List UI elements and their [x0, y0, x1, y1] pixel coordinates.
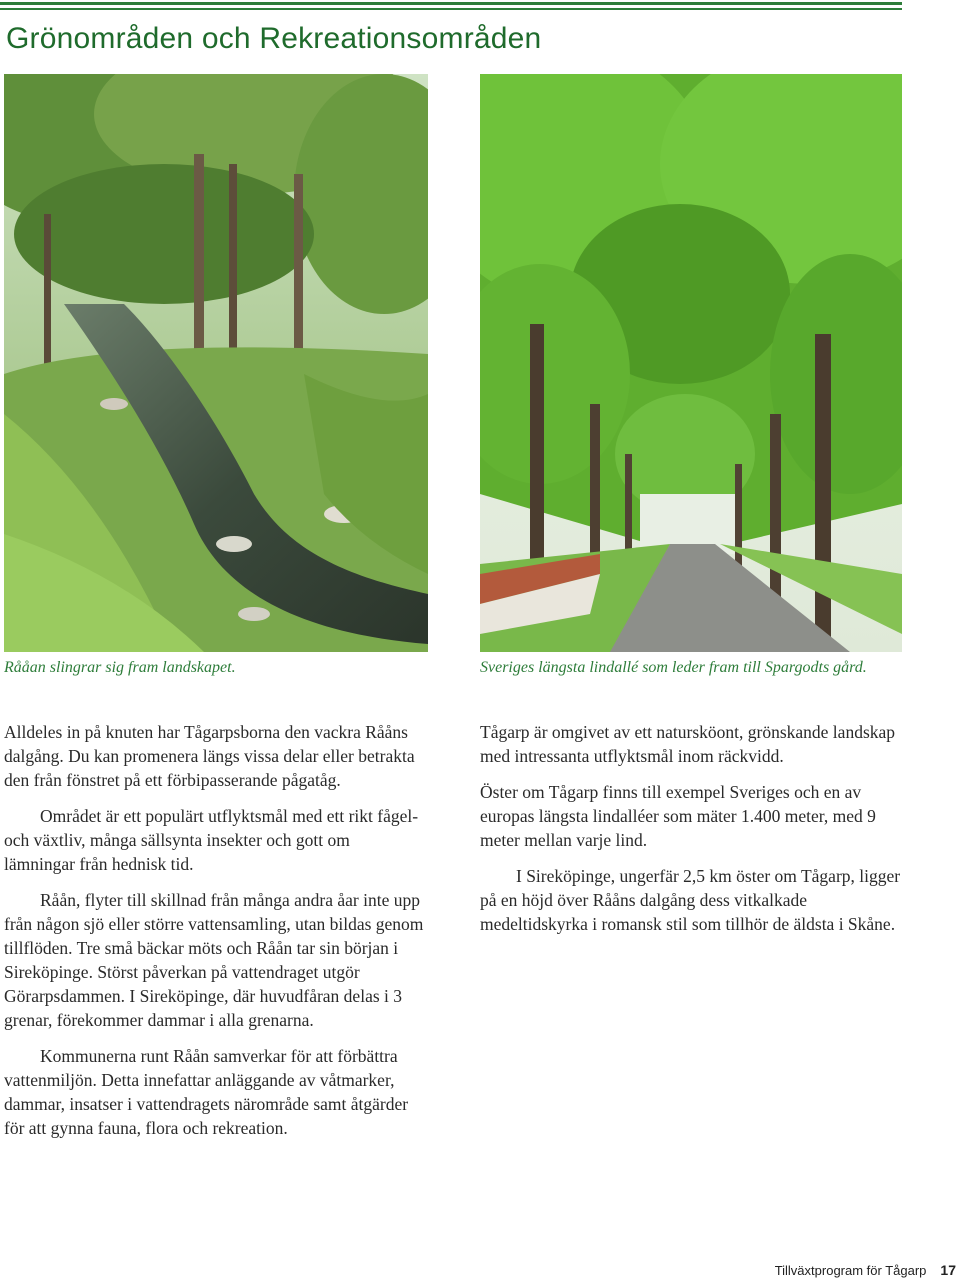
header-rule	[0, 2, 902, 12]
publication-name: Tillväxtprogram för Tågarp	[774, 1262, 927, 1278]
paragraph: Området är ett populärt utflyktsmål med ett rikt fågel- och växtliv, många sällsynta insekter och gott om lämningar från hednisk tid.	[4, 806, 419, 874]
left-text-column	[4, 720, 424, 1152]
page-footer	[775, 1262, 956, 1278]
paragraph: I Sireköpinge, ungerfär 2,5 km öster om Tågarp, ligger på en höjd över Rååns dalgång dess vitkalkade medeltidskyrka i romansk stil som tillhör de äldsta i Skåne.	[480, 866, 901, 934]
paragraph: Tågarp är omgivet av ett natursköont, grönskande landskap med intressanta utflyktsmål inom räckvidd.	[480, 722, 896, 766]
right-text-column	[480, 720, 910, 948]
river-photo	[4, 74, 428, 652]
linden-avenue-photo	[480, 74, 902, 652]
page-number: 17	[940, 1262, 956, 1278]
paragraph: Alldeles in på knuten har Tågarpsborna den vackra Rååns dalgång. Du kan promenera längs vissa delar eller betrakta den från fönstret på ett förbipasserande pågatåg.	[4, 722, 415, 790]
paragraph: Råån, flyter till skillnad från många andra åar inte upp från någon sjö eller större vattensamling, utan bildas genom tillflöden. Tre små bäckar möts och Råån tar sin början i Sireköpinge. Störst påverkan på vattendraget utgör Görarpsdammen. I Sireköpinge, där huvudfåran delas i 3 grenar, förekommer dammar i alla grenarna.	[4, 890, 424, 1030]
page-title: Grönområden och Rekreationsområden	[6, 22, 542, 55]
figure-caption-left: Rååan slingrar sig fram landskapet.	[4, 659, 236, 676]
paragraph: Öster om Tågarp finns till exempel Sveriges och en av europas längsta lindalléer som mäter 1.400 meter, med 9 meter mellan varje lind.	[480, 782, 876, 850]
figure-caption-right: Sveriges längsta lindallé som leder fram till Spargodts gård.	[480, 659, 867, 676]
paragraph: Kommunerna runt Råån samverkar för att förbättra vattenmiljön. Detta innefattar anläggande av våtmarker, dammar, insatser i vattendragets närområde samt åtgärder för att gynna fauna, flora och rekreation.	[4, 1046, 409, 1138]
